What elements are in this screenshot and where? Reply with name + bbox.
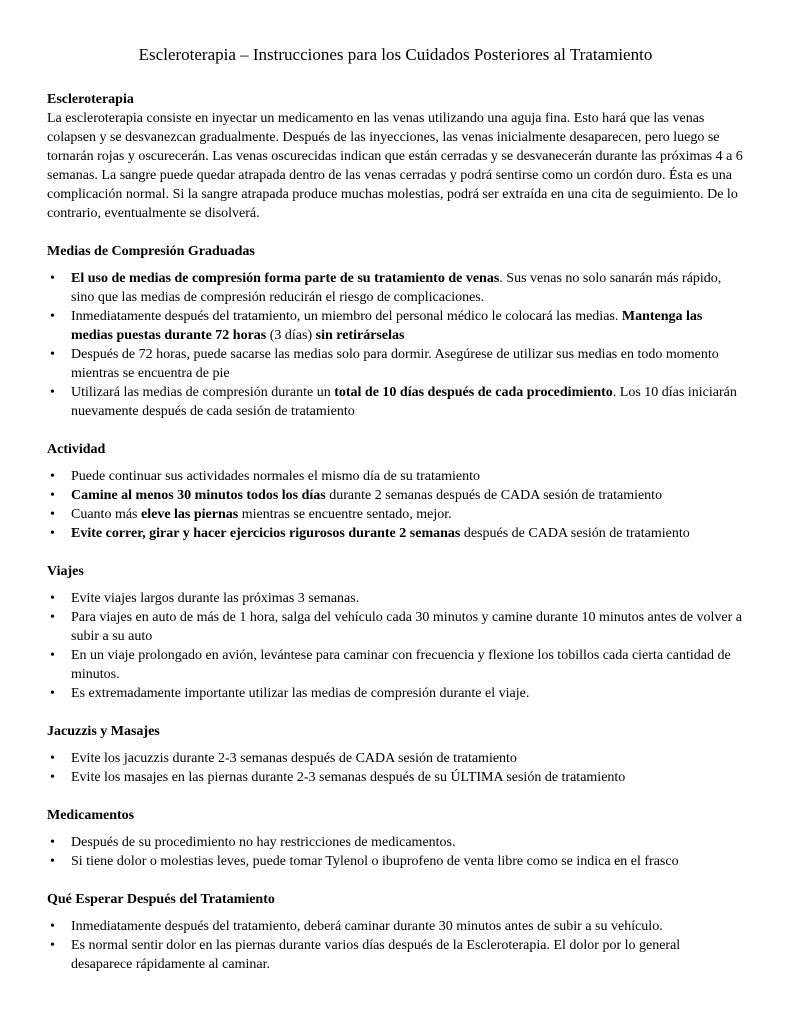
item-text: después de CADA sesión de tratamiento bbox=[460, 526, 690, 541]
list-item bbox=[47, 646, 744, 684]
bullet-icon: • bbox=[50, 385, 55, 400]
emphasis-text: eleve las piernas bbox=[141, 507, 239, 522]
bullet-icon: • bbox=[50, 648, 55, 663]
bullet-icon: • bbox=[50, 751, 55, 766]
bullet-icon: • bbox=[50, 770, 55, 785]
section-5 bbox=[47, 890, 744, 974]
section-0 bbox=[47, 242, 744, 421]
item-text: durante 2 semanas después de CADA sesión de tratamiento bbox=[325, 488, 663, 503]
item-text: Utilizará las medias de compresión durante un bbox=[71, 385, 335, 400]
bullet-icon: • bbox=[50, 488, 55, 503]
bullet-list bbox=[47, 917, 744, 974]
bullet-icon: • bbox=[50, 347, 55, 362]
item-text: (3 días) bbox=[266, 328, 316, 343]
section-2 bbox=[47, 562, 744, 703]
list-item bbox=[47, 768, 744, 787]
section-heading: Actividad bbox=[47, 442, 106, 457]
bullet-icon: • bbox=[50, 591, 55, 606]
bullet-icon: • bbox=[50, 919, 55, 934]
list-item bbox=[47, 936, 744, 974]
list-item bbox=[47, 486, 744, 505]
list-item bbox=[47, 467, 744, 486]
item-text: En un viaje prolongado en avión, levántese para caminar con frecuencia y flexione los tobillos cada cierta cantidad de minutos. bbox=[71, 648, 731, 682]
item-text: Inmediatamente después del tratamiento, deberá caminar durante 30 minutos antes de subir a su vehículo. bbox=[71, 919, 663, 934]
emphasis-text: El uso de medias de compresión forma parte de su tratamiento de venas bbox=[71, 271, 500, 286]
emphasis-text: total de 10 días después de cada procedimiento bbox=[334, 385, 613, 400]
list-item bbox=[47, 833, 744, 852]
list-item bbox=[47, 269, 744, 307]
list-item bbox=[47, 307, 744, 345]
list-item bbox=[47, 917, 744, 936]
section-heading: Qué Esperar Después del Tratamiento bbox=[47, 892, 275, 907]
item-text: Inmediatamente después del tratamiento, un miembro del personal médico le colocará las medias. bbox=[71, 309, 622, 324]
item-text: Evite los jacuzzis durante 2-3 semanas después de CADA sesión de tratamiento bbox=[71, 751, 517, 766]
bullet-icon: • bbox=[50, 507, 55, 522]
section-heading: Medicamentos bbox=[47, 808, 135, 823]
item-text: mientras se encuentre sentado, mejor. bbox=[238, 507, 452, 522]
bullet-list bbox=[47, 467, 744, 543]
item-text: Puede continuar sus actividades normales el mismo día de su tratamiento bbox=[71, 469, 481, 484]
bullet-icon: • bbox=[50, 469, 55, 484]
list-item bbox=[47, 608, 744, 646]
item-text: Después de su procedimiento no hay restricciones de medicamentos. bbox=[71, 835, 456, 850]
item-text: Es extremadamente importante utilizar las medias de compresión durante el viaje. bbox=[71, 686, 530, 701]
bullet-icon: • bbox=[50, 835, 55, 850]
bullet-list bbox=[47, 833, 744, 871]
item-text: . Los 10 días iniciarán nuevamente después de cada sesión de tratamiento bbox=[71, 385, 737, 419]
item-text: Para viajes en auto de más de 1 hora, salga del vehículo cada 30 minutos y camine durante 10 minutos antes de volver a subir a su auto bbox=[71, 610, 743, 644]
list-item bbox=[47, 383, 744, 421]
bullet-icon: • bbox=[50, 309, 55, 324]
intro-paragraph: La escleroterapia consiste en inyectar un medicamento en las venas utilizando una aguja fina. Esto hará que las venas colapsen y se desvanezcan gradualmente. Después de las inyecciones, las venas inicialmente desaparecen, pero luego se tornarán rojas y oscurecerán. Las venas oscurecidas indican que están cerradas y se desvanecerán durante las próximas 4 a 6 semanas. La sangre puede quedar atrapada dentro de las venas cerradas y podrá sentirse como un cordón duro. Ésta es una complicación normal. Si la sangre atrapada produce muchas molestias, podrá ser extraída en una cita de seguimiento. De lo contrario, eventualmente se disolverá. bbox=[47, 111, 743, 221]
list-item bbox=[47, 345, 744, 383]
bullet-list bbox=[47, 589, 744, 703]
item-text: . Sus venas no solo sanarán más rápido, sino que las medias de compresión reducirán el riesgo de complicaciones. bbox=[71, 271, 722, 305]
section-heading: Medias de Compresión Graduadas bbox=[47, 244, 255, 259]
item-text: Evite viajes largos durante las próximas 3 semanas. bbox=[71, 591, 360, 606]
section-4 bbox=[47, 806, 744, 871]
item-text: Evite los masajes en las piernas durante 2-3 semanas después de su ÚLTIMA sesión de tratamiento bbox=[71, 770, 626, 785]
item-text: Si tiene dolor o molestias leves, puede tomar Tylenol o ibuprofeno de venta libre como se indica en el frasco bbox=[71, 854, 679, 869]
bullet-icon: • bbox=[50, 610, 55, 625]
bullet-list bbox=[47, 269, 744, 421]
section-1 bbox=[47, 440, 744, 543]
bullet-icon: • bbox=[50, 854, 55, 869]
emphasis-text: Mantenga las medias puestas durante 72 horas bbox=[71, 309, 703, 343]
list-item bbox=[47, 589, 744, 608]
list-item bbox=[47, 524, 744, 543]
section-heading: Jacuzzis y Masajes bbox=[47, 724, 160, 739]
bullet-list bbox=[47, 749, 744, 787]
list-item bbox=[47, 505, 744, 524]
intro-heading: Escleroterapia bbox=[47, 92, 134, 107]
item-text: Cuanto más bbox=[71, 507, 141, 522]
bullet-icon: • bbox=[50, 526, 55, 541]
intro-section bbox=[47, 90, 744, 223]
bullet-icon: • bbox=[50, 686, 55, 701]
bullet-icon: • bbox=[50, 271, 55, 286]
sections-container bbox=[47, 242, 744, 974]
section-3 bbox=[47, 722, 744, 787]
emphasis-text: Camine al menos 30 minutos todos los días bbox=[71, 488, 326, 503]
item-text: Después de 72 horas, puede sacarse las medias solo para dormir. Asegúrese de utilizar sus medias en todo momento mientras se encuentra de pie bbox=[71, 347, 719, 381]
bullet-icon: • bbox=[50, 938, 55, 953]
emphasis-text: sin retirárselas bbox=[315, 328, 405, 343]
document-title: Escleroterapia – Instrucciones para los Cuidados Posteriores al Tratamiento bbox=[138, 45, 653, 64]
section-heading: Viajes bbox=[47, 564, 84, 579]
item-text: Es normal sentir dolor en las piernas durante varios días después de la Escleroterapia. El dolor por lo general desaparece rápidamente al caminar. bbox=[71, 938, 681, 972]
list-item bbox=[47, 684, 744, 703]
emphasis-text: Evite correr, girar y hacer ejercicios rigurosos durante 2 semanas bbox=[71, 526, 461, 541]
list-item bbox=[47, 749, 744, 768]
list-item bbox=[47, 852, 744, 871]
